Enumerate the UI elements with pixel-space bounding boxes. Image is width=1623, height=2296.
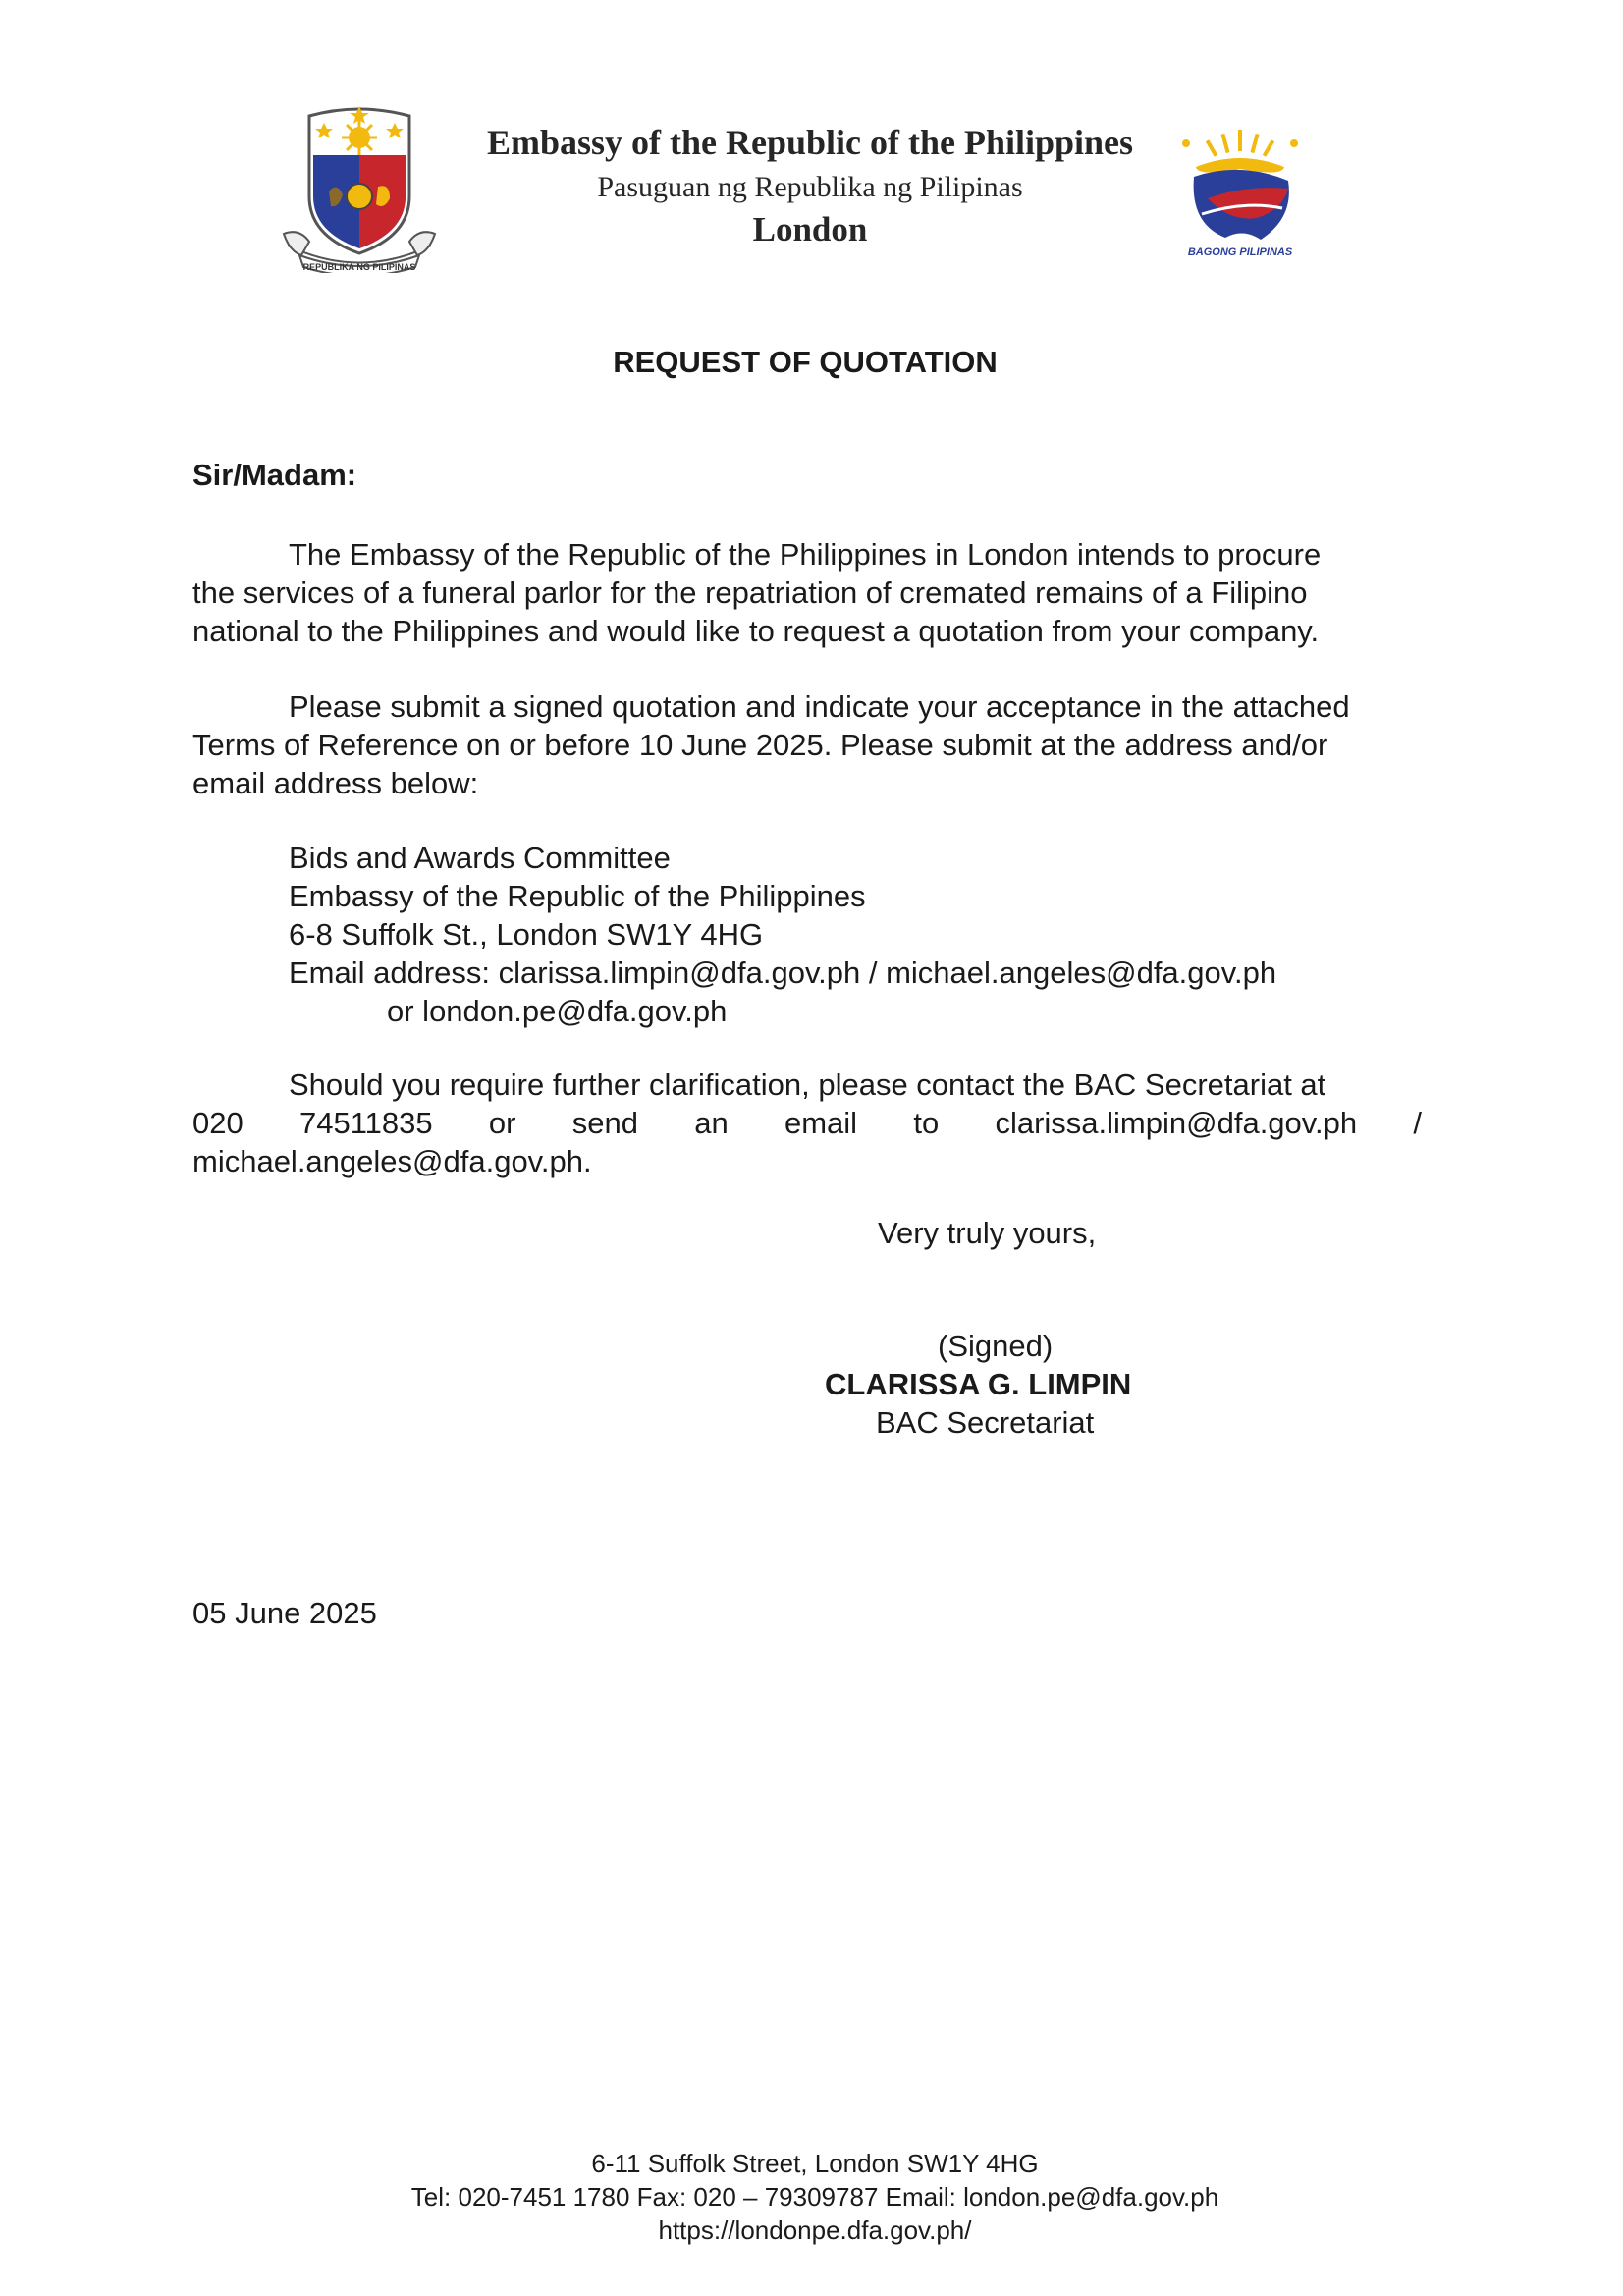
address-email: Email address: clarissa.limpin@dfa.gov.ph / michael.angeles@dfa.gov.ph [289, 956, 1277, 990]
footer-website[interactable]: https://londonpe.dfa.gov.ph/ [658, 2215, 972, 2245]
footer-address: 6-11 Suffolk Street, London SW1Y 4HG [591, 2149, 1039, 2178]
signer-role: BAC Secretariat [876, 1405, 1095, 1440]
embassy-name: Embassy of the Republic of the Philippines [486, 123, 1134, 162]
paragraph-line-justified [192, 1104, 1422, 1142]
paragraph-line: the services of a funeral parlor for the repatriation of cremated remains of a Filipino [192, 575, 1308, 610]
paragraph-procurement-intent [192, 535, 1422, 650]
salutation: Sir/Madam: [192, 458, 357, 492]
paragraph-line: Please submit a signed quotation and indicate your acceptance in the attached [289, 689, 1350, 724]
paragraph-line: michael.angeles@dfa.gov.ph. [192, 1144, 592, 1178]
address-street: 6-8 Suffolk St., London SW1Y 4HG [289, 917, 764, 952]
signer-name: CLARISSA G. LIMPIN [825, 1367, 1132, 1401]
svg-text:REPUBLIKA NG PILIPINAS: REPUBLIKA NG PILIPINAS [302, 262, 416, 272]
address-embassy: Embassy of the Republic of the Philippines [289, 879, 866, 913]
document-title: REQUEST OF QUOTATION [613, 345, 998, 379]
signed-note: (Signed) [938, 1329, 1054, 1363]
paragraph-line: national to the Philippines and would like to request a quotation from your company. [192, 614, 1320, 648]
address-email-alt: or london.pe@dfa.gov.ph [387, 994, 728, 1028]
email-link[interactable]: clarissa.limpin@dfa.gov.ph [995, 1106, 1358, 1140]
paragraph-line: email address below: [192, 766, 479, 800]
address-block [289, 839, 1276, 1030]
word: email [784, 1106, 858, 1140]
footer [0, 2147, 1623, 2247]
paragraph-clarification [192, 1066, 1422, 1180]
paragraph-line: Should you require further clarification, please contact the BAC Secretariat at [289, 1067, 1326, 1102]
philippine-seal-icon [280, 98, 439, 273]
word: to [913, 1106, 940, 1140]
paragraph-submission-instructions [192, 687, 1422, 802]
document-date: 05 June 2025 [192, 1596, 377, 1630]
embassy-city: London [752, 210, 868, 248]
svg-text:BAGONG PILIPINAS: BAGONG PILIPINAS [1187, 246, 1293, 258]
word: an [694, 1106, 729, 1140]
footer-contact: Tel: 020-7451 1780 Fax: 020 – 79309787 Email: london.pe@dfa.gov.ph [410, 2182, 1219, 2212]
paragraph-line: The Embassy of the Republic of the Philippines in London intends to procure [289, 537, 1322, 572]
word: send [571, 1106, 638, 1140]
word: 74511835 [299, 1106, 433, 1140]
word: or [488, 1106, 516, 1140]
paragraph-line: Terms of Reference on or before 10 June 2025. Please submit at the address and/or [192, 728, 1328, 762]
closing: Very truly yours, [878, 1216, 1097, 1250]
bagong-pilipinas-logo-icon [1166, 130, 1314, 259]
word: / [1413, 1106, 1422, 1140]
address-committee: Bids and Awards Committee [289, 841, 671, 875]
word: 020 [192, 1106, 243, 1140]
embassy-name-filipino: Pasuguan ng Republika ng Pilipinas [597, 171, 1023, 203]
